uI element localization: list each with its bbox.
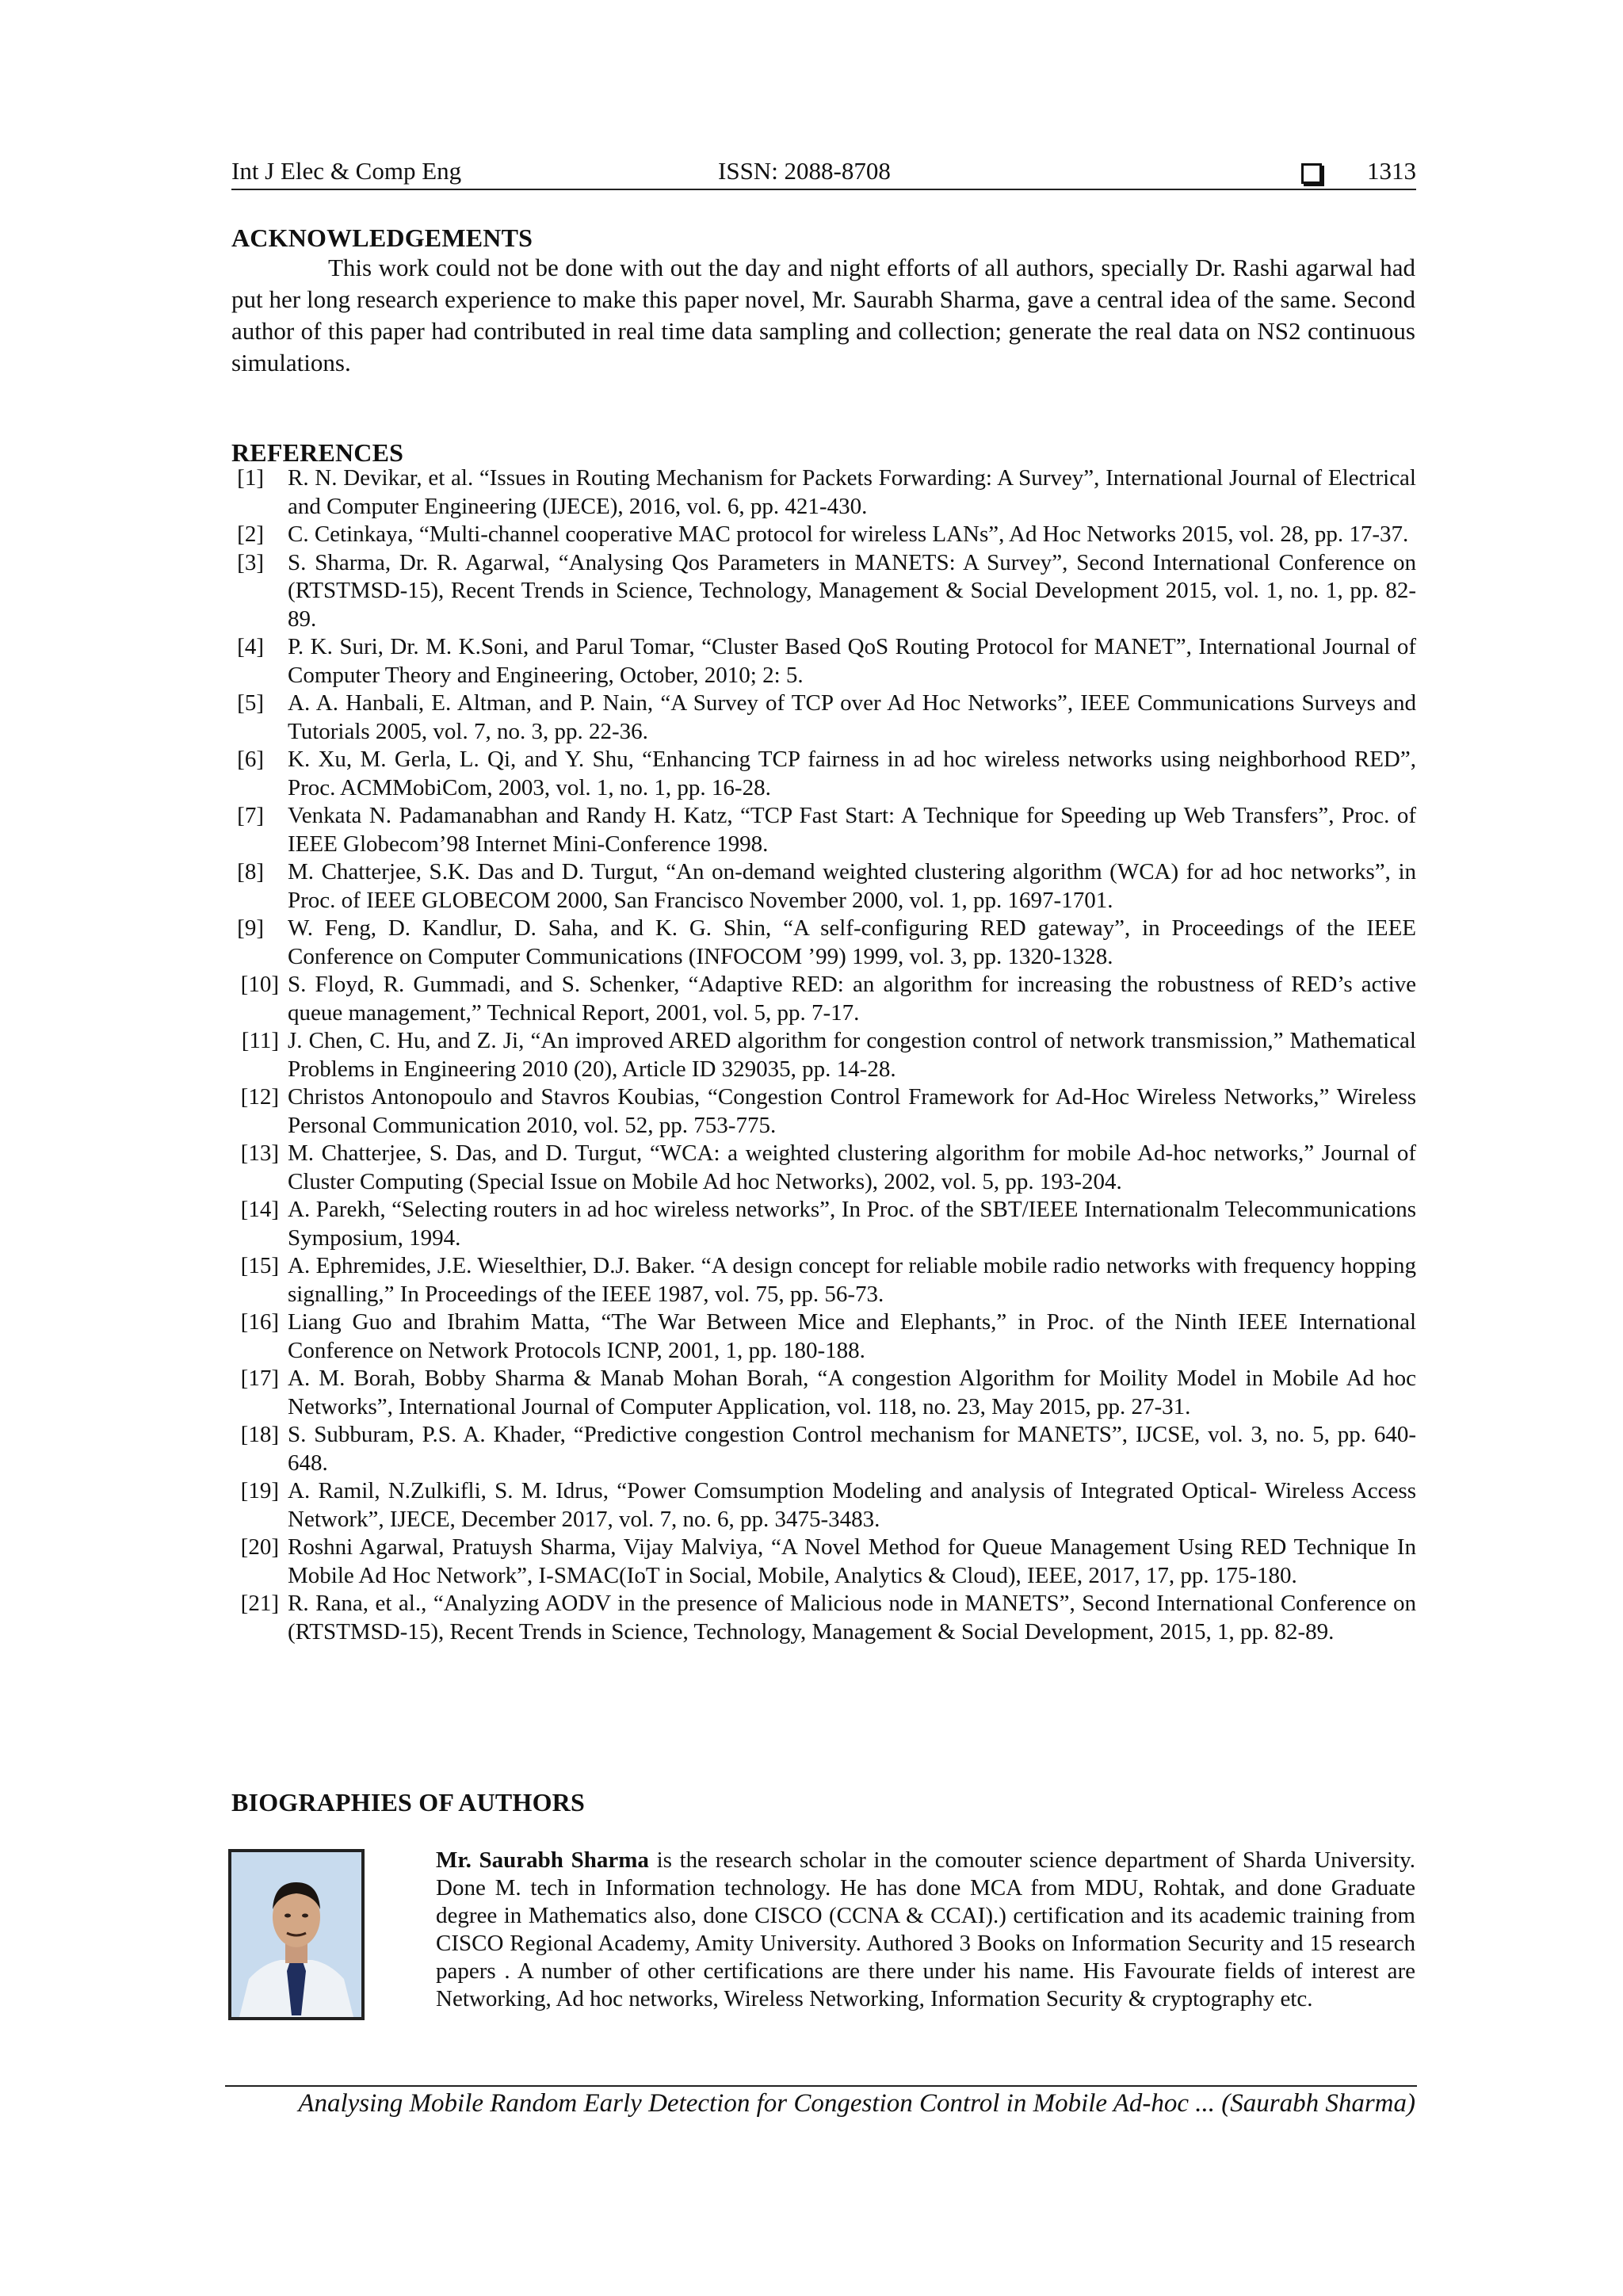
reference-item <box>231 1252 1416 1308</box>
page-header <box>231 155 1416 190</box>
reference-item <box>231 1140 1416 1196</box>
reference-number: [12] <box>240 1084 279 1110</box>
author-name: Mr. Saurabh Sharma <box>436 1847 649 1873</box>
reference-number: [14] <box>240 1197 279 1222</box>
reference-item <box>231 1534 1416 1590</box>
reference-number: [4] <box>237 634 264 659</box>
reference-number: [9] <box>237 915 264 941</box>
reference-item <box>231 1196 1416 1252</box>
reference-number: [20] <box>240 1534 279 1560</box>
reference-item <box>231 1477 1416 1534</box>
reference-number: [8] <box>237 859 264 884</box>
journal-name: Int J Elec & Comp Eng <box>231 157 462 185</box>
reference-number: [3] <box>237 549 264 575</box>
biographies-heading: BIOGRAPHIES OF AUTHORS <box>231 1788 585 1817</box>
running-title-footer: Analysing Mobile Random Early Detection for Congestion Control in Mobile Ad-hoc ... (Saurabh Sharma) <box>298 2089 1415 2118</box>
reference-number: [2] <box>237 521 264 547</box>
reference-text: A. Parekh, “Selecting routers in ad hoc wireless networks”, In Proc. of the SBT/IEEE Internationalm Telecommunications Symposium, 1994. <box>288 1197 1416 1251</box>
reference-text: A. Ephremides, J.E. Wieselthier, D.J. Baker. “A design concept for reliable mobile radio networks with frequency hopping signalling,” In Proceedings of the IEEE 1987, vol. 75, pp. 56-73. <box>288 1253 1416 1307</box>
reference-text: S. Floyd, R. Gummadi, and S. Schenker, “Adaptive RED: an algorithm for increasing the robustness of RED’s active queue management,” Technical Report, 2001, vol. 5, pp. 7-17. <box>288 972 1416 1026</box>
reference-item <box>231 521 1416 549</box>
reference-item <box>231 690 1416 746</box>
reference-number: [11] <box>241 1028 279 1053</box>
author-portrait-image <box>231 1852 361 2017</box>
author-biography-text: is the research scholar in the comouter science department of Sharda University. Done M. tech in Information technology. He has done MCA from MDU, Rohtak, and done Graduate degree in Mathematics also, done CISCO (CCNA & CCAI).) certification and its academic training from CISCO Regional Academy, Amity University. Authored 3 Books on Information Security and 15 research papers . A number of other certifications are there under his name. His Favourate fields of interest are Networking, Ad hoc networks, Wireless Networking, Information Security & cryptography etc. <box>436 1847 1415 2011</box>
reference-item <box>231 1421 1416 1477</box>
reference-item <box>231 1083 1416 1140</box>
references-heading: REFERENCES <box>231 438 404 467</box>
reference-number: [16] <box>240 1309 279 1335</box>
reference-text: J. Chen, C. Hu, and Z. Ji, “An improved ARED algorithm for congestion control of network transmission,” Mathematical Problems in Engineering 2010 (20), Article ID 329035, pp. 14-28. <box>288 1028 1416 1082</box>
reference-item <box>231 1027 1416 1083</box>
reference-number: [5] <box>237 690 264 716</box>
reference-item <box>231 915 1416 971</box>
reference-item <box>231 802 1416 858</box>
issn: ISSN: 2088-8708 <box>718 157 891 185</box>
reference-item <box>231 858 1416 915</box>
reference-number: [19] <box>240 1478 279 1503</box>
references-list <box>231 464 1416 1646</box>
reference-text: S. Sharma, Dr. R. Agarwal, “Analysing Qos Parameters in MANETS: A Survey”, Second International Conference on (RTSTMSD-15), Recent Trends in Science, Technology, Management & Social Development 2015, vol. 1, no. 1, pp. 82-89. <box>288 549 1416 632</box>
reference-text: Christos Antonopoulo and Stavros Koubias, “Congestion Control Framework for Ad-Hoc Wireless Networks,” Wireless Personal Communication 2010, vol. 52, pp. 753-775. <box>288 1084 1416 1138</box>
reference-text: Roshni Agarwal, Pratuysh Sharma, Vijay Malviya, “A Novel Method for Queue Management Using RED Technique In Mobile Ad Hoc Network”, I-SMAC(IoT in Social, Mobile, Analytics & Cloud), IEEE, 2017, 17, pp. 175-180. <box>288 1534 1416 1588</box>
checkbox-square-icon <box>1301 163 1322 184</box>
reference-number: [6] <box>237 747 264 772</box>
reference-text: A. Ramil, N.Zulkifli, S. M. Idrus, “Power Comsumption Modeling and analysis of Integrated Optical- Wireless Access Network”, IJECE, December 2017, vol. 7, no. 6, pp. 3475-3483. <box>288 1478 1416 1532</box>
reference-text: R. N. Devikar, et al. “Issues in Routing Mechanism for Packets Forwarding: A Survey”, International Journal of Electrical and Computer Engineering (IJECE), 2016, vol. 6, pp. 421-430. <box>288 465 1416 519</box>
reference-item <box>231 633 1416 690</box>
reference-text: R. Rana, et al., “Analyzing AODV in the presence of Malicious node in MANETS”, Second International Conference on (RTSTMSD-15), Recent Trends in Science, Technology, Management & Social Development, 2015, 1, pp. 82-89. <box>288 1591 1416 1645</box>
reference-item <box>231 549 1416 634</box>
reference-item <box>231 746 1416 802</box>
reference-item <box>231 1365 1416 1421</box>
acknowledgements-heading: ACKNOWLEDGEMENTS <box>231 223 533 252</box>
reference-item <box>231 1308 1416 1365</box>
reference-item <box>231 1590 1416 1646</box>
reference-text: M. Chatterjee, S. Das, and D. Turgut, “WCA: a weighted clustering algorithm for mobile Ad-hoc networks,” Journal of Cluster Computing (Special Issue on Mobile Ad hoc Networks), 2002, vol. 5, pp. 193-204. <box>288 1140 1416 1194</box>
reference-item <box>231 971 1416 1027</box>
reference-text: S. Subburam, P.S. A. Khader, “Predictive congestion Control mechanism for MANETS”, IJCSE, vol. 3, no. 5, pp. 640-648. <box>288 1422 1416 1476</box>
acknowledgements-text: This work could not be done with out the day and night efforts of all authors, specially Dr. Rashi agarwal had put her long research experience to make this paper novel, Mr. Saurabh Sharma, gave a central idea of the same. Second author of this paper had contributed in real time data sampling and collection; generate the real data on NS2 continuous simulations. <box>231 254 1415 376</box>
footer-rule <box>225 2085 1417 2087</box>
reference-number: [1] <box>237 465 264 491</box>
reference-item <box>231 464 1416 521</box>
author-photo <box>228 1849 365 2020</box>
reference-number: [17] <box>240 1366 279 1391</box>
reference-text: Liang Guo and Ibrahim Matta, “The War Between Mice and Elephants,” in Proc. of the Ninth IEEE International Conference on Network Protocols ICNP, 2001, 1, pp. 180-188. <box>288 1309 1416 1363</box>
author-biography <box>436 1847 1415 2013</box>
reference-number: [7] <box>237 803 264 828</box>
reference-number: [13] <box>240 1140 279 1166</box>
reference-number: [21] <box>240 1591 279 1616</box>
reference-text: A. A. Hanbali, E. Altman, and P. Nain, “A Survey of TCP over Ad Hoc Networks”, IEEE Communications Surveys and Tutorials 2005, vol. 7, no. 3, pp. 22-36. <box>288 690 1416 744</box>
reference-text: P. K. Suri, Dr. M. K.Soni, and Parul Tomar, “Cluster Based QoS Routing Protocol for MANET”, International Journal of Computer Theory and Engineering, October, 2010; 2: 5. <box>288 634 1416 688</box>
reference-number: [10] <box>240 972 279 997</box>
reference-number: [18] <box>240 1422 279 1447</box>
reference-text: K. Xu, M. Gerla, L. Qi, and Y. Shu, “Enhancing TCP fairness in ad hoc wireless networks using neighborhood RED”, Proc. ACMMobiCom, 2003, vol. 1, no. 1, pp. 16-28. <box>288 747 1416 800</box>
reference-text: M. Chatterjee, S.K. Das and D. Turgut, “An on-demand weighted clustering algorithm (WCA) for ad hoc networks”, in Proc. of IEEE GLOBECOM 2000, San Francisco November 2000, vol. 1, pp. 1697-1701. <box>288 859 1416 913</box>
reference-text: C. Cetinkaya, “Multi-channel cooperative MAC protocol for wireless LANs”, Ad Hoc Networks 2015, vol. 28, pp. 17-37. <box>288 521 1409 547</box>
reference-text: A. M. Borah, Bobby Sharma & Manab Mohan Borah, “A congestion Algorithm for Moility Model in Mobile Ad hoc Networks”, International Journal of Computer Application, vol. 118, no. 23, May 2015, pp. 27-31. <box>288 1366 1416 1419</box>
reference-text: Venkata N. Padamanabhan and Randy H. Katz, “TCP Fast Start: A Technique for Speeding up Web Transfers”, Proc. of IEEE Globecom’98 Internet Mini-Conference 1998. <box>288 803 1416 857</box>
reference-text: W. Feng, D. Kandlur, D. Saha, and K. G. Shin, “A self-configuring RED gateway”, in Proceedings of the IEEE Conference on Computer Communications (INFOCOM ’99) 1999, vol. 3, pp. 1320-1328. <box>288 915 1416 969</box>
page-number: 1313 <box>1367 157 1416 185</box>
reference-number: [15] <box>240 1253 279 1278</box>
